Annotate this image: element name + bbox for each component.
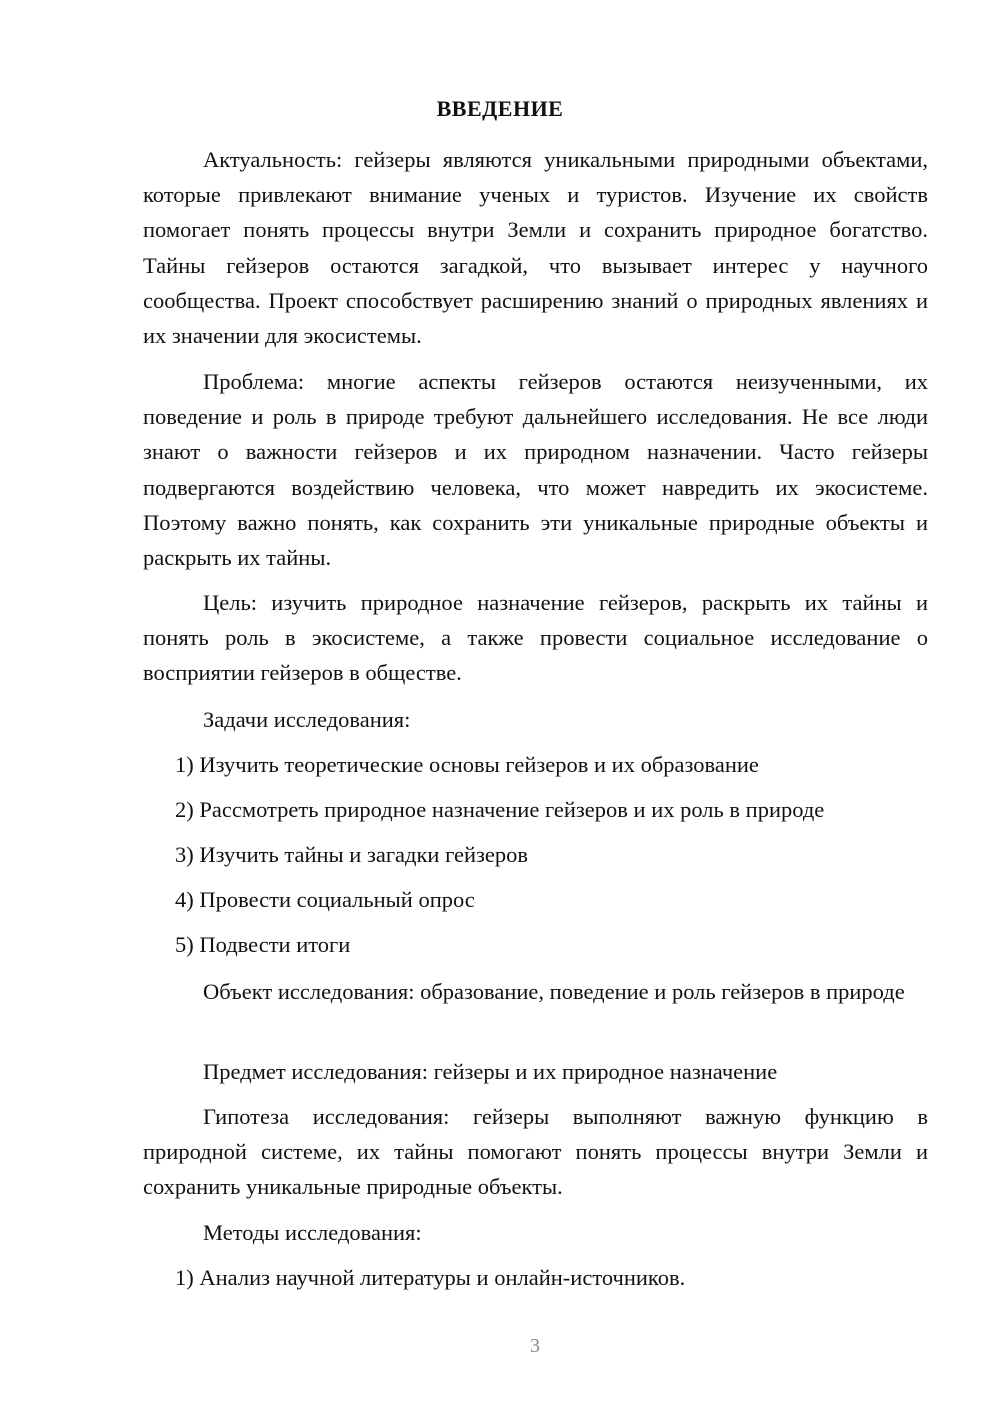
subject-paragraph: Предмет исследования: гейзеры и их природное назначение <box>203 1059 778 1084</box>
hypothesis-paragraph: Гипотеза исследования: гейзеры выполняют важную функцию в природной системе, их тайны помогают понять процессы внутри Земли и сохранить уникальные природные объекты. <box>143 1104 928 1200</box>
task-item: 5) Подвести итоги <box>175 932 351 957</box>
goal-paragraph: Цель: изучить природное назначение гейзеров, раскрыть их тайны и понять роль в экосистеме, а также провести социальное исследование о восприятии гейзеров в обществе. <box>143 590 928 686</box>
task-item: 3) Изучить тайны и загадки гейзеров <box>175 842 529 867</box>
task-item: 4) Провести социальный опрос <box>175 887 475 912</box>
relevance-paragraph: Актуальность: гейзеры являются уникальными природными объектами, которые привлекают внимание ученых и туристов. Изучение их свойств помогает понять процессы внутри Земли и сохранить природное богатство. Тайны гейзеров остаются загадкой, что вызывает интерес у научного сообщества. Проект способствует расширению знаний о природных явлениях и их значении для экосистемы. <box>143 147 928 349</box>
task-item: 2) Рассмотреть природное назначение гейзеров и их роль в природе <box>175 797 825 822</box>
problem-paragraph: Проблема: многие аспекты гейзеров остаются неизученными, их поведение и роль в природе требуют дальнейшего исследования. Не все люди знают о важности гейзеров и их природном назначении. Часто гейзеры подвергаются воздействию человека, что может навредить их экосистеме. Поэтому важно понять, как сохранить эти уникальные природные объекты и раскрыть их тайны. <box>143 369 928 571</box>
object-paragraph: Объект исследования: образование, поведение и роль гейзеров в природе <box>203 979 905 1004</box>
method-item: 1) Анализ научной литературы и онлайн-источников. <box>175 1265 686 1290</box>
page-number: 3 <box>530 1335 540 1357</box>
task-item: 1) Изучить теоретические основы гейзеров и их образование <box>175 752 759 777</box>
section-title: ВВЕДЕНИЕ <box>436 96 564 121</box>
tasks-heading: Задачи исследования: <box>203 707 411 732</box>
methods-heading: Методы исследования: <box>203 1220 422 1245</box>
